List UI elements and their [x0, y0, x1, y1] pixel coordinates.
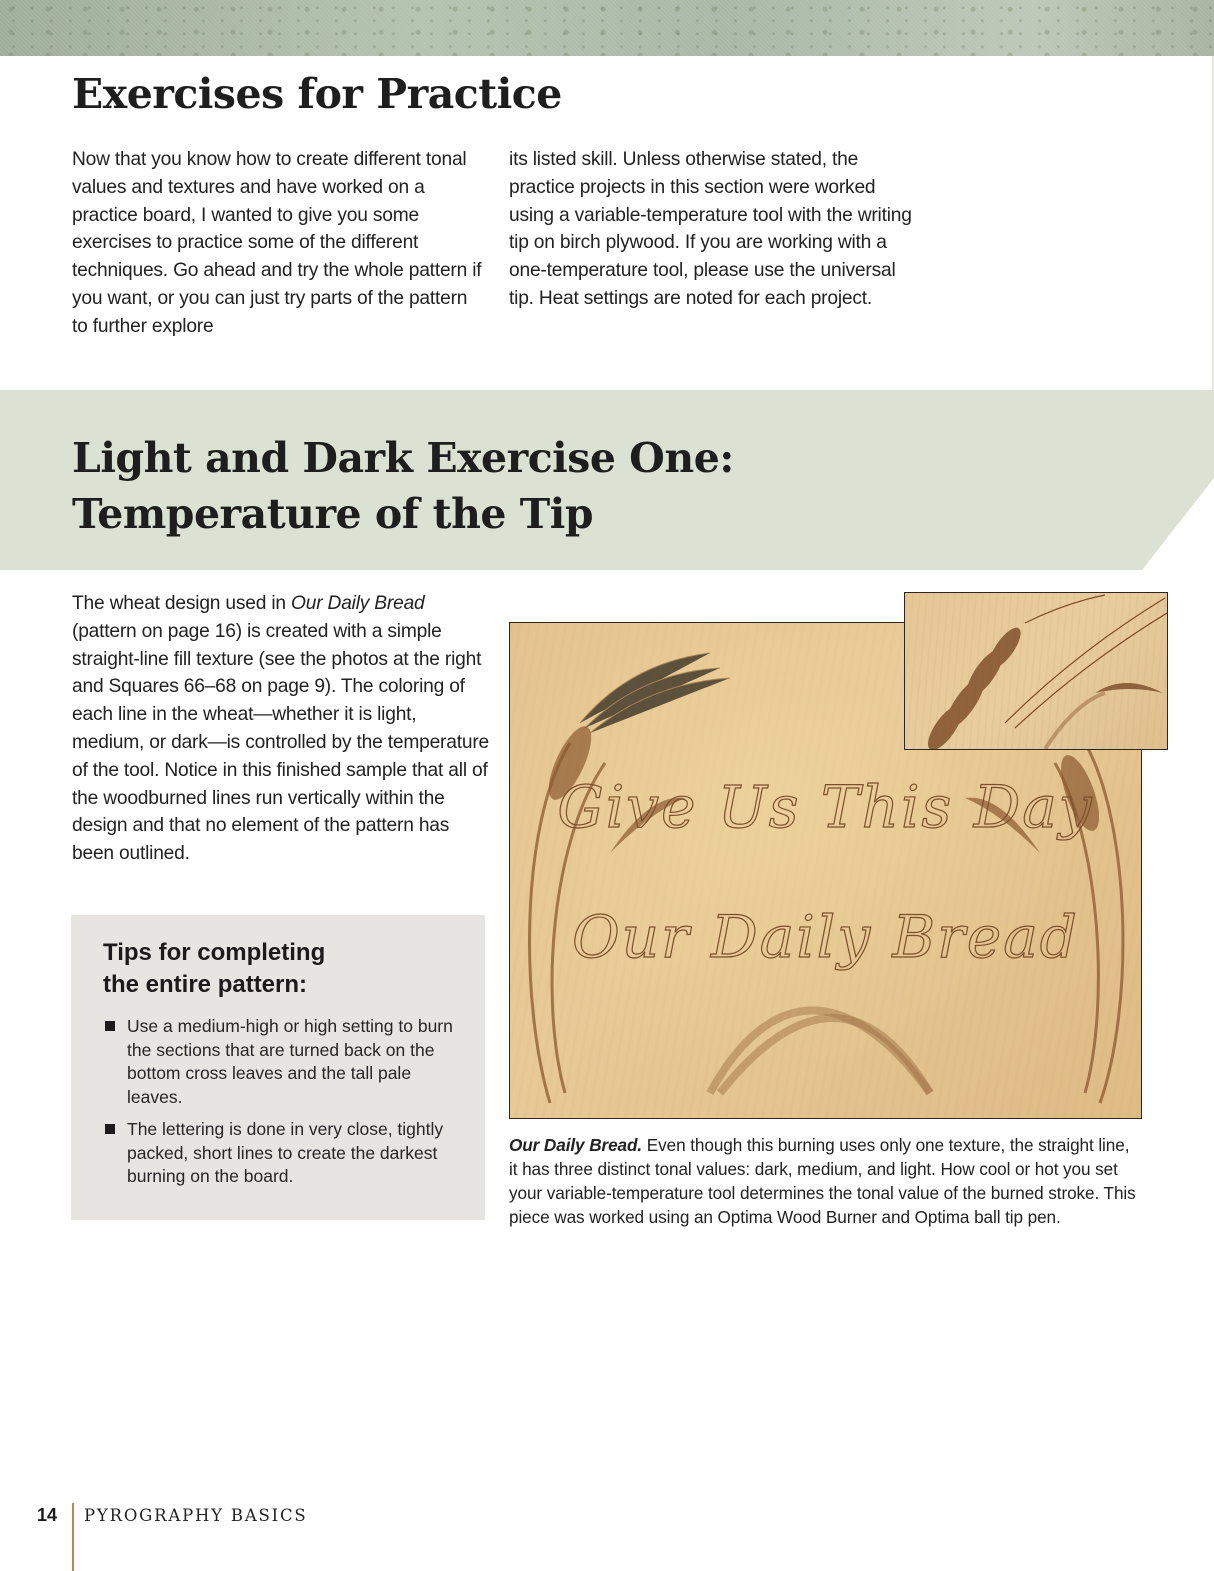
wheat-closeup-icon [905, 593, 1167, 749]
tips-list [105, 1015, 455, 1198]
tips-title-line1: Tips for completing [103, 939, 326, 966]
footer-divider [72, 1503, 74, 1571]
section-title-line1: Light and Dark Exercise One: [72, 434, 734, 482]
body-post: (pattern on page 16) is created with a simple straight-line fill texture (see the photos at the right and Squares 66–68 on page 9). The coloring of each line in the wheat—whether it is light, medium, or dark—is controlled by the temperature of the tool. Notice in this finished sample that all of the woodburned lines run vertically within the design and that no element of the pattern has been outlined. [72, 620, 489, 865]
wheat-closeup-photo [904, 592, 1168, 750]
page-number: 14 [37, 1505, 58, 1525]
tips-title [103, 937, 325, 1001]
photo-script-line1: Give Us This Day [557, 773, 1094, 841]
square-bullet-icon [105, 1021, 115, 1031]
running-footer-title: PYROGRAPHY BASICS [84, 1506, 308, 1525]
page-title: Exercises for Practice [72, 70, 562, 118]
caption-title: Our Daily Bread. [509, 1135, 643, 1155]
tips-sidebar [71, 915, 485, 1220]
caption-text: Even though this burning uses only one texture, the straight line, it has three distinct tonal values: dark, medium, and light. How cool or hot you set your variable-temperature tool determines the tonal value of the burned stroke. This piece was worked using an Optima Wood Burner and Optima ball tip pen. [509, 1135, 1136, 1227]
square-bullet-icon [105, 1124, 115, 1134]
photo-caption [509, 1133, 1139, 1229]
section-title-line2: Temperature of the Tip [72, 490, 594, 538]
section-title [72, 430, 734, 542]
tip-text: The lettering is done in very close, tightly packed, short lines to create the darkest burning on the board. [127, 1119, 444, 1186]
header-texture-band [0, 0, 1214, 56]
tip-text: Use a medium-high or high setting to burn the sections that are turned back on the bottom cross leaves and the tall pale leaves. [127, 1016, 453, 1107]
intro-left-column: Now that you know how to create different tonal values and textures and have worked on a practice board, I wanted to give you some exercises to practice some of the different techniques. Go ahead and try the whole pattern if you want, or you can just try parts of the pattern to further explore [72, 149, 482, 337]
section-body [72, 590, 492, 868]
body-italic-title: Our Daily Bread [291, 593, 425, 614]
body-pre: The wheat design used in [72, 593, 292, 614]
tips-list-item [105, 1118, 455, 1189]
tips-list-item [105, 1015, 455, 1109]
intro-right-column: its listed skill. Unless otherwise stated, the practice projects in this section were worked using a variable-temperature tool with the writing tip on birch plywood. If you are working with a one-temperature tool, please use the universal tip. Heat settings are noted for each project. [509, 149, 912, 309]
tips-title-line2: the entire pattern: [103, 971, 308, 998]
photo-script-line2: Our Daily Bread [572, 903, 1079, 971]
